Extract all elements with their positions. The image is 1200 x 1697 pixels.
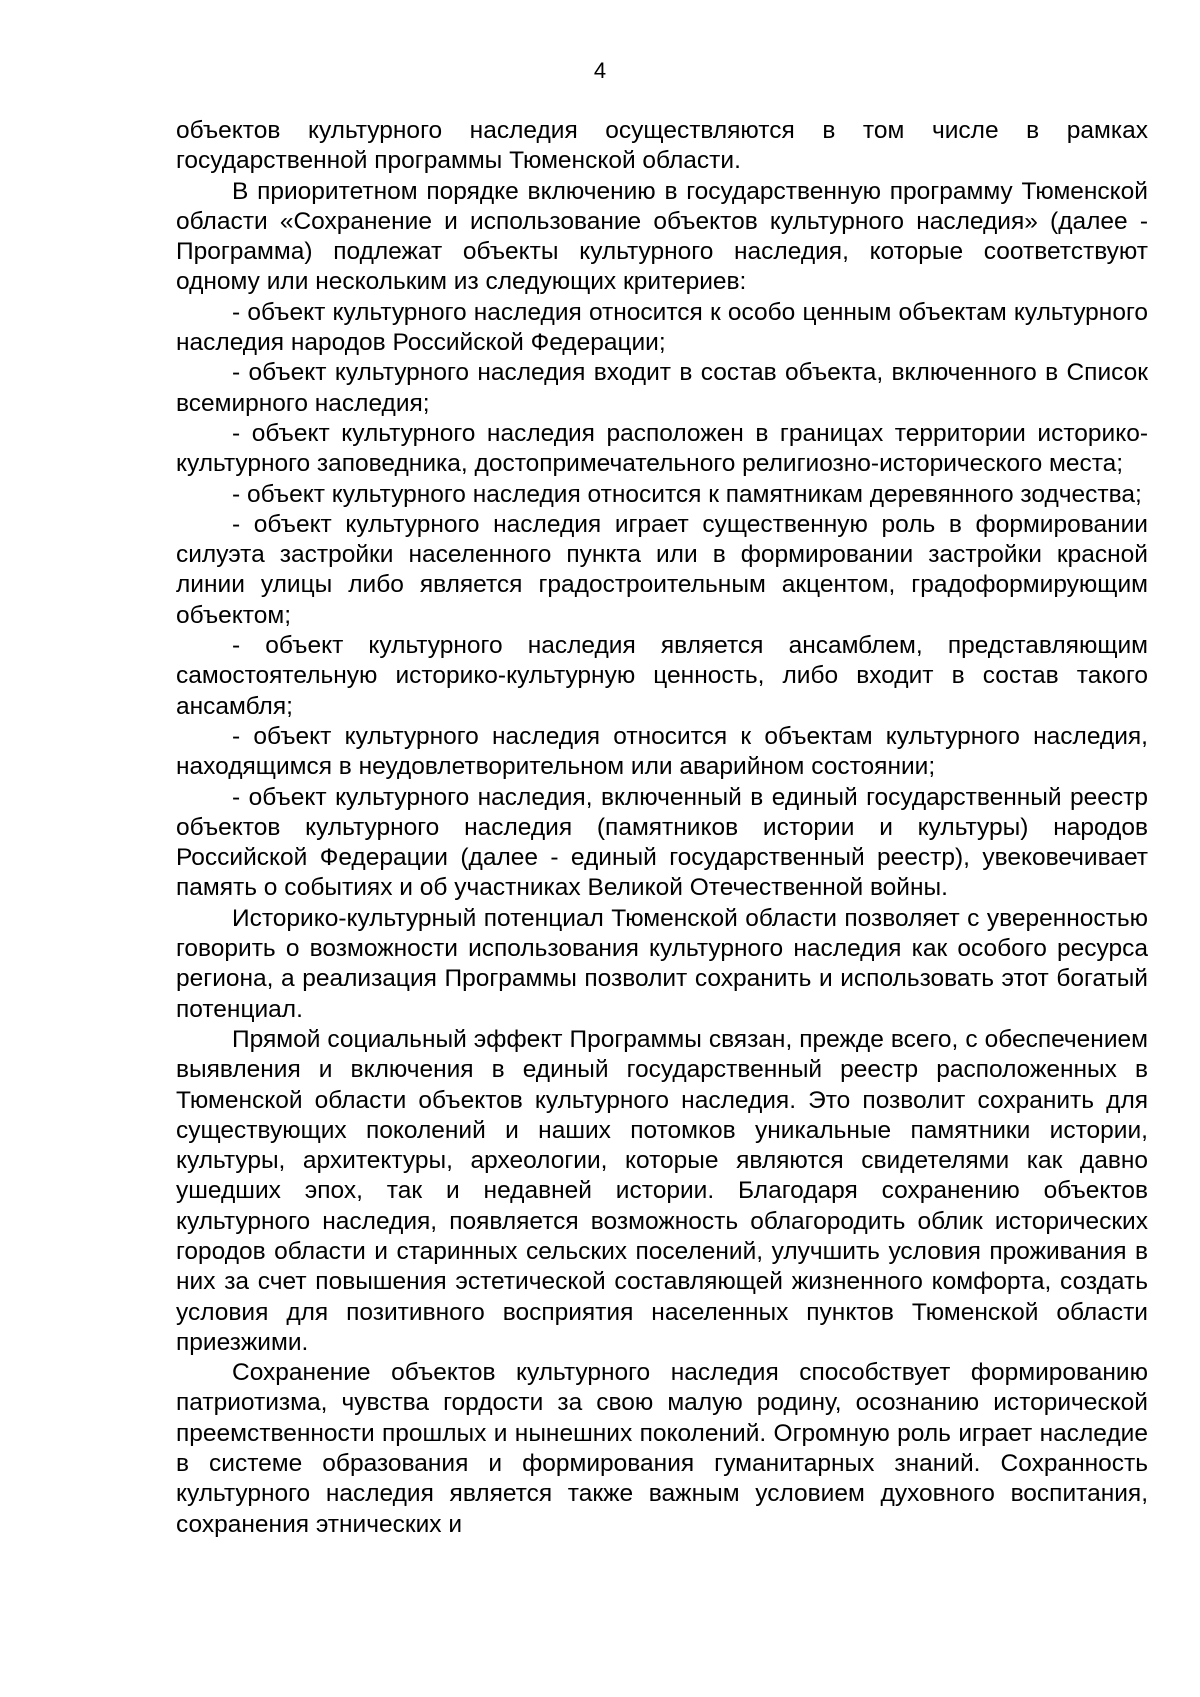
criteria-list-item: - объект культурного наследия относится к памятникам деревянного зодчества; — [232, 480, 1142, 508]
criteria-list-item: - объект культурного наследия расположен в границах территории историко-культурного заповедника, достопримечательного религиозно-исторического места; — [176, 419, 1148, 478]
paragraph: Историко-культурный потенциал Тюменской области позволяет с уверенностью говорить о возможности использования культурного наследия как особого ресурса региона, а реализация Программы позволит сохранить и использовать этот богатый потенциал. — [176, 904, 1148, 1023]
document-body — [176, 116, 1148, 1540]
criteria-list-item: - объект культурного наследия, включенный в единый государственный реестр объектов культурного наследия (памятников истории и культуры) народов Российской Федерации (далее - единый государственный реестр), увековечивает память о событиях и об участниках Великой Отечественной войны. — [176, 783, 1148, 902]
criteria-list-item: - объект культурного наследия играет существенную роль в формировании силуэта застройки населенного пункта или в формировании застройки красной линии улицы либо является градостроительным акцентом, градоформирующим объектом; — [176, 510, 1148, 629]
paragraph: В приоритетном порядке включению в государственную программу Тюменской области «Сохранение и использование объектов культурного наследия» (далее - Программа) подлежат объекты культурного наследия, которые соответствуют одному или нескольким из следующих критериев: — [176, 177, 1148, 296]
criteria-list-item: - объект культурного наследия относится к особо ценным объектам культурного наследия народов Российской Федерации; — [176, 298, 1148, 357]
paragraph: объектов культурного наследия осуществляются в том числе в рамках государственной программы Тюменской области. — [176, 117, 1148, 175]
criteria-list-item: - объект культурного наследия входит в состав объекта, включенного в Список всемирного наследия; — [176, 359, 1148, 417]
page-number: 4 — [593, 58, 607, 83]
criteria-list-item: - объект культурного наследия является ансамблем, представляющим самостоятельную историко-культурную ценность, либо входит в состав такого ансамбля; — [176, 632, 1148, 720]
criteria-list-item: - объект культурного наследия относится к объектам культурного наследия, находящимся в неудовлетворительном или аварийном состоянии; — [176, 722, 1148, 781]
paragraph: Прямой социальный эффект Программы связан, прежде всего, с обеспечением выявления и включения в единый государственный реестр расположенных в Тюменской области объектов культурного наследия. Это позволит сохранить для существующих поколений и наших потомков уникальные памятники истории, культуры, архитектуры, археологии, которые являются свидетелями как давно ушедших эпох, так и недавней истории. Благодаря сохранению объектов культурного наследия, появляется возможность облагородить облик исторических городов области и старинных сельских поселений, улучшить условия проживания в них за счет повышения эстетической составляющей жизненного комфорта, создать условия для позитивного восприятия населенных пунктов Тюменской области приезжими. — [176, 1025, 1148, 1356]
paragraph: Сохранение объектов культурного наследия способствует формированию патриотизма, чувства гордости за свою малую родину, осознанию исторической преемственности прошлых и нынешних поколений. Огромную роль играет наследие в системе образования и формирования гуманитарных знаний. Сохранность культурного наследия является также важным условием духовного воспитания, сохранения этнических и — [176, 1359, 1148, 1538]
